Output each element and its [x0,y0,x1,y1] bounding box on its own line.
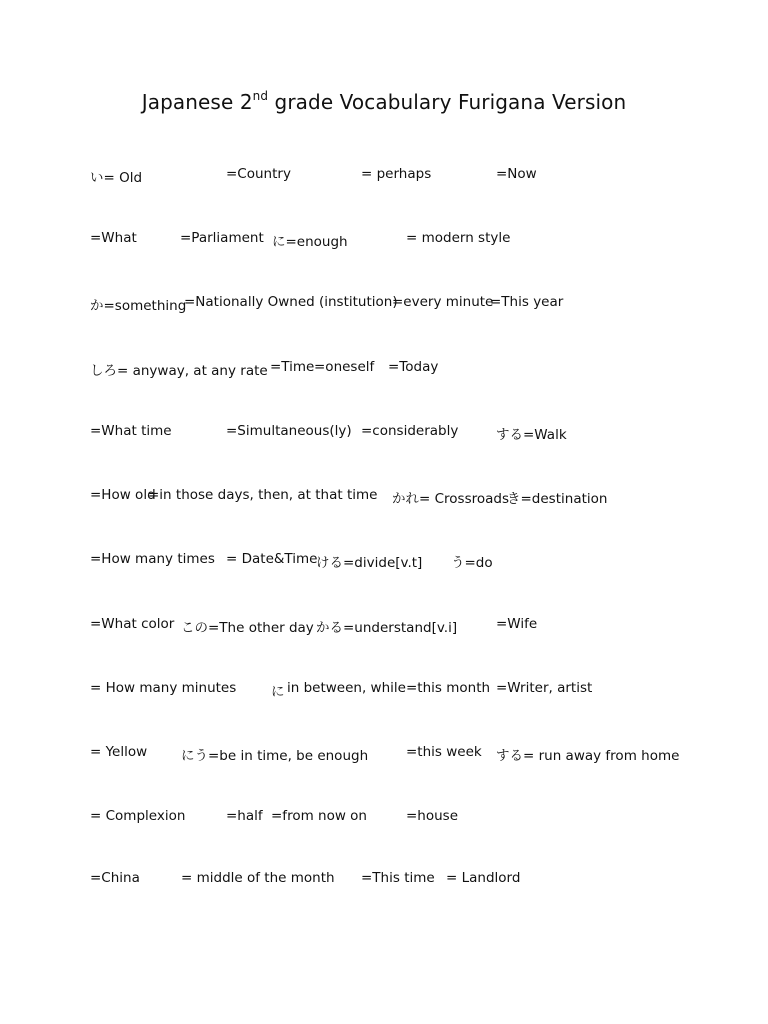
vocab-entry: =How old [90,487,156,503]
vocab-entry: =considerably [361,423,459,439]
vocab-entry: しろ= anyway, at any rate [90,363,268,379]
vocab-entry: =This year [490,294,564,310]
vocab-entry: =Simultaneous(ly) [226,423,352,439]
vocab-entry: =Country [226,166,291,182]
title-main: Japanese 2 [141,90,253,114]
title-superscript: nd [252,89,269,103]
vocab-entry: かれ= Crossroads [392,491,509,507]
vocab-entry: に=enough [272,234,348,250]
vocab-entry: =house [406,808,459,824]
vocab-entry: =Parliament [180,230,264,246]
vocab-entry: =this week [406,744,482,760]
vocab-entry: = modern style [406,230,511,246]
vocab-row-1 [0,166,768,186]
vocab-entry: =Time [270,359,315,375]
vocab-entry: する=Walk [496,427,567,443]
vocab-entry: = Yellow [90,744,148,760]
vocab-row-4 [0,359,768,379]
vocab-row-6 [0,487,768,507]
vocab-entry: =this month [406,680,491,696]
vocab-entry: =This time [361,870,435,886]
vocab-entry: = Landlord [446,870,521,886]
vocab-entry: = Complexion [90,808,186,824]
vocab-entry: い= Old [90,170,143,186]
vocab-entry: き=destination [507,491,608,507]
vocab-entry: かる=understand[v.i] [316,620,458,636]
vocab-entry: にう=be in time, be enough [181,748,369,764]
vocab-entry: =China [90,870,140,886]
page-title [0,90,768,114]
vocab-row-3 [0,294,768,314]
vocab-entry: =What [90,230,137,246]
vocab-entry: か=something [90,298,187,314]
title-rest: grade Vocabulary Furigana Version [268,90,627,114]
vocab-entry: =every minute [392,294,494,310]
vocab-entry: = middle of the month [181,870,335,886]
vocab-entry: ける=divide[v.t] [316,555,423,571]
vocab-row-7 [0,551,768,571]
vocab-entry: = How many minutes [90,680,237,696]
vocab-row-8 [0,616,768,636]
vocab-entry: =Wife [496,616,538,632]
vocab-entry: =Today [388,359,439,375]
vocab-row-2 [0,230,768,250]
vocab-entry: =Writer, artist [496,680,593,696]
vocab-row-10 [0,744,768,764]
vocab-entry: =Now [496,166,537,182]
vocab-row-5 [0,423,768,443]
vocab-entry: in between, while [287,680,406,696]
vocab-entry: この=The other day [181,620,314,636]
vocab-entry: =half [226,808,263,824]
vocab-entry: =What time [90,423,172,439]
vocab-entry: = Date&Time [226,551,318,567]
vocab-entry: する= run away from home [496,748,680,764]
vocab-entry: =in those days, then, at that time [148,487,378,503]
vocab-row-11 [0,808,768,828]
vocab-entry: =from now on [271,808,367,824]
vocab-entry: =Nationally Owned (institution) [184,294,398,310]
vocab-entry: =How many times [90,551,215,567]
vocab-entry: に [271,684,285,700]
vocab-entry: =oneself [314,359,375,375]
vocab-entry: =What color [90,616,175,632]
vocab-entry: = perhaps [361,166,432,182]
vocab-entry: う=do [451,555,493,571]
vocab-row-9 [0,680,768,700]
vocab-row-12 [0,870,768,890]
